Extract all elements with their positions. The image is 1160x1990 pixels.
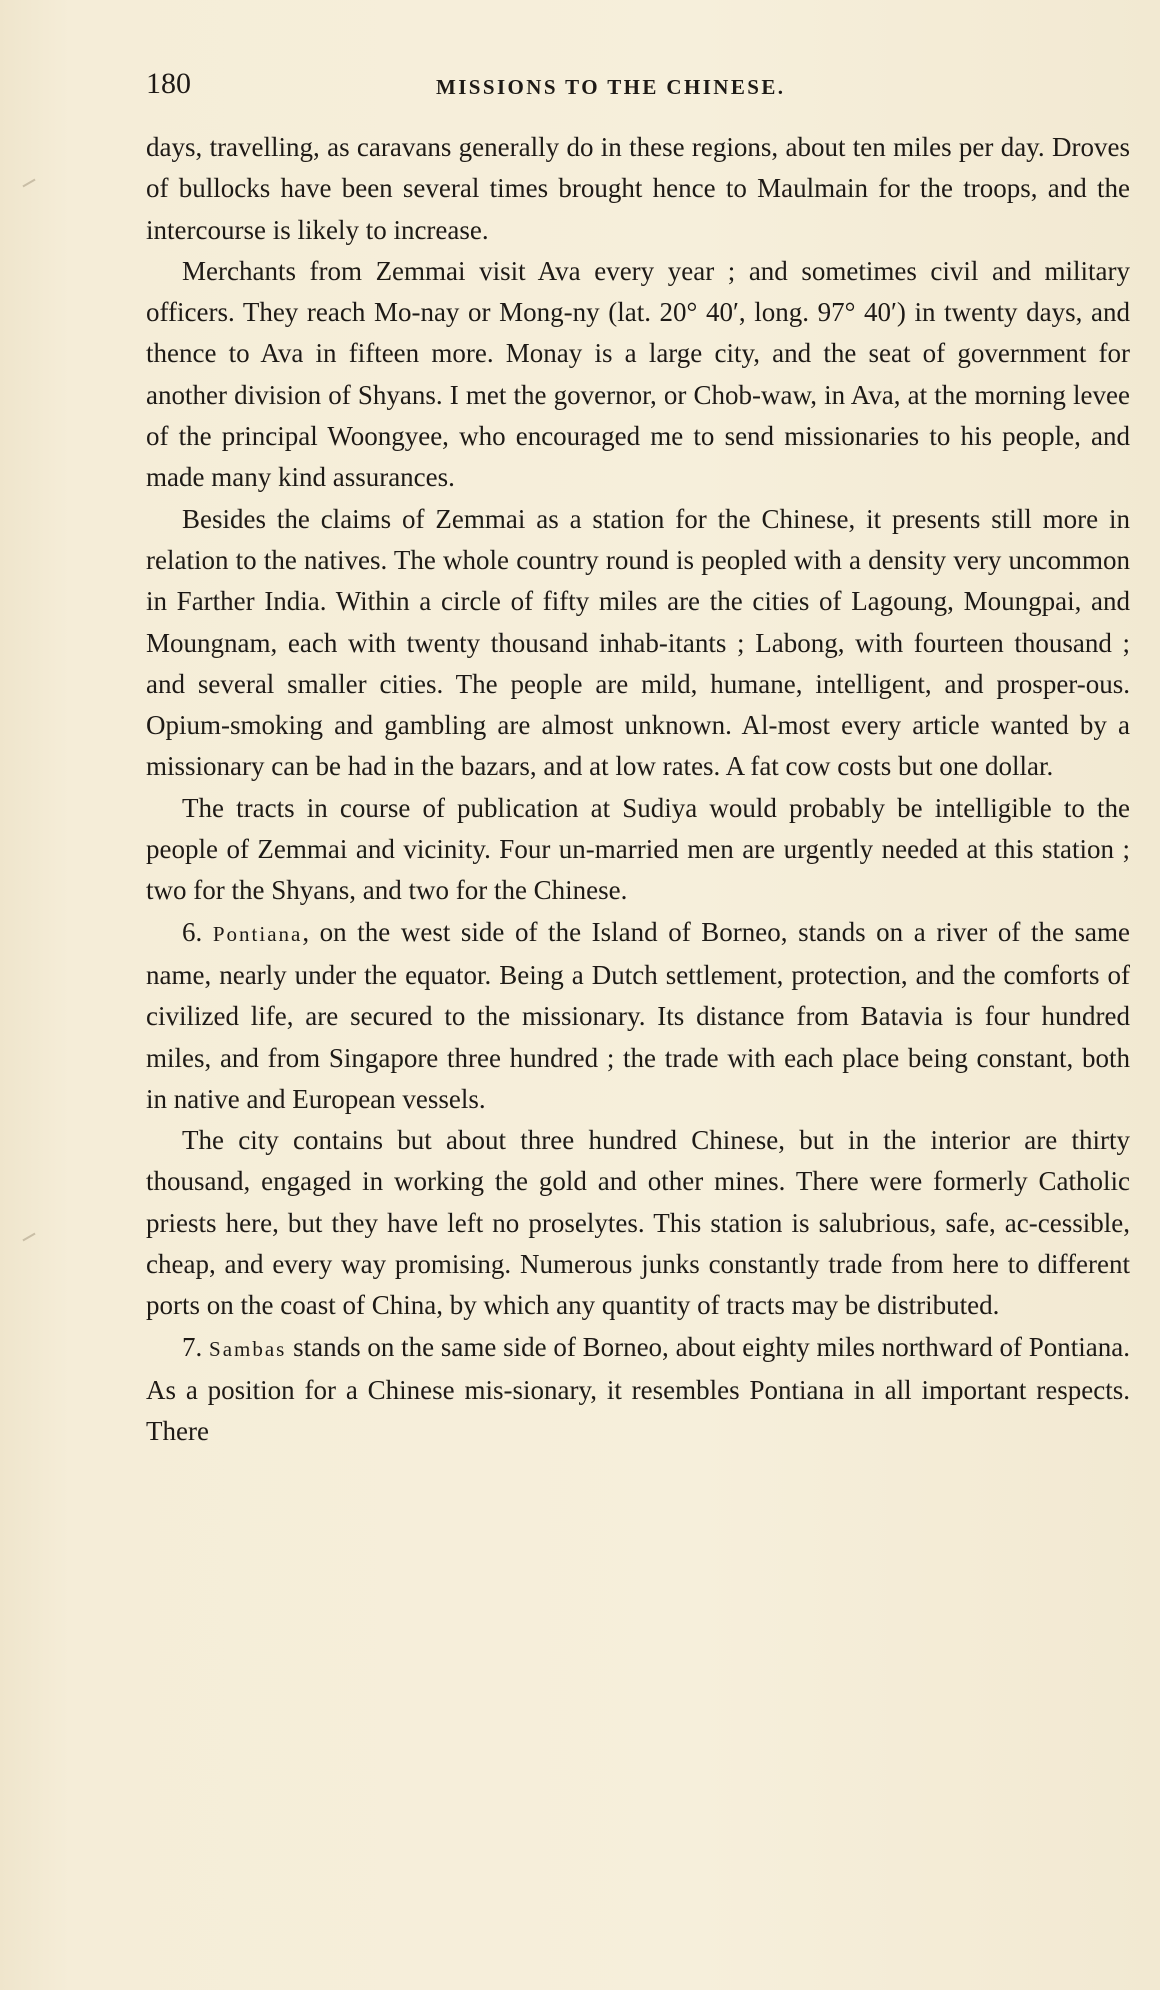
- paragraph-4: [146, 788, 1130, 912]
- paragraph-text: days, travelling, as caravans generally do in these regions, about ten miles per day. Droves of bullocks have been several times brought hence to Maulmain for the troops, and the intercourse is likely to increase.: [146, 132, 1130, 245]
- section-number: 6.: [182, 916, 203, 947]
- running-head: MISSIONS TO THE CHINESE.: [436, 75, 786, 99]
- section-heading: Sambas: [209, 1336, 287, 1361]
- paragraph-text: Merchants from Zemmai visit Ava every year ; and sometimes civil and military officers. They reach Mo-nay or Mong-ny (lat. 20° 40′, long. 97° 40′) in twenty days, and thence to Ava in fifteen more. Monay is a large city, and the seat of government for another division of Shyans. I met the governor, or Chob-waw, in Ava, at the morning levee of the principal Woongyee, who encouraged me to send missionaries to his people, and made many kind assurances.: [146, 255, 1130, 493]
- paragraph-5-pontiana: [146, 912, 1130, 1120]
- section-heading: Pontiana: [212, 921, 303, 946]
- paragraph-6: [146, 1120, 1130, 1326]
- paragraph-2: [146, 251, 1130, 499]
- paragraph-1: [146, 127, 1130, 251]
- paragraph-text: The city contains but about three hundred Chinese, but in the interior are thirty thousand, engaged in working the gold and other mines. There were formerly Catholic priests here, but they have left no proselytes. This station is salubrious, safe, ac-cessible, cheap, and every way promising. Numerous junks constantly trade from here to different ports on the coast of China, by which any quantity of tracts may be distributed.: [146, 1125, 1130, 1321]
- paragraph-text: stands on the same side of Borneo, about eighty miles northward of Pontiana. As a position for a Chinese mis-sionary, it resembles Pontiana in all important respects. There: [146, 1331, 1131, 1447]
- section-number: 7.: [182, 1331, 203, 1362]
- paragraph-3: [146, 499, 1130, 788]
- margin-mark: [22, 1233, 35, 1242]
- paragraph-text: The tracts in course of publication at Sudiya would probably be intelligible to the people of Zemmai and vicinity. Four un-married men are urgently needed at this station ; two for the Shyans, and two for the Chinese.: [146, 792, 1130, 906]
- page-header: [146, 64, 1126, 104]
- margin-mark: [22, 179, 35, 188]
- page-number: 180: [146, 67, 191, 100]
- paragraph-7-sambas: [146, 1327, 1130, 1453]
- paragraph-text: , on the west side of the Island of Borneo, stands on a river of the same name, nearly under the equator. Being a Dutch settlement, protection, and the comforts of civilized life, are secured to the missionary. Its distance from Batavia is four hundred miles, and from Singapore three hundred ; the trade with each place being constant, both in native and European vessels.: [146, 916, 1131, 1114]
- body-text: [146, 127, 1130, 1453]
- paragraph-text: Besides the claims of Zemmai as a station for the Chinese, it presents still more in relation to the natives. The whole country round is peopled with a density very uncommon in Farther India. Within a circle of fifty miles are the cities of Lagoung, Moungpai, and Moungnam, each with twenty thousand inhab-itants ; Labong, with fourteen thousand ; and several smaller cities. The people are mild, humane, intelligent, and prosper-ous. Opium-smoking and gambling are almost unknown. Al-most every article wanted by a missionary can be had in the bazars, and at low rates. A fat cow costs but one dollar.: [146, 503, 1130, 782]
